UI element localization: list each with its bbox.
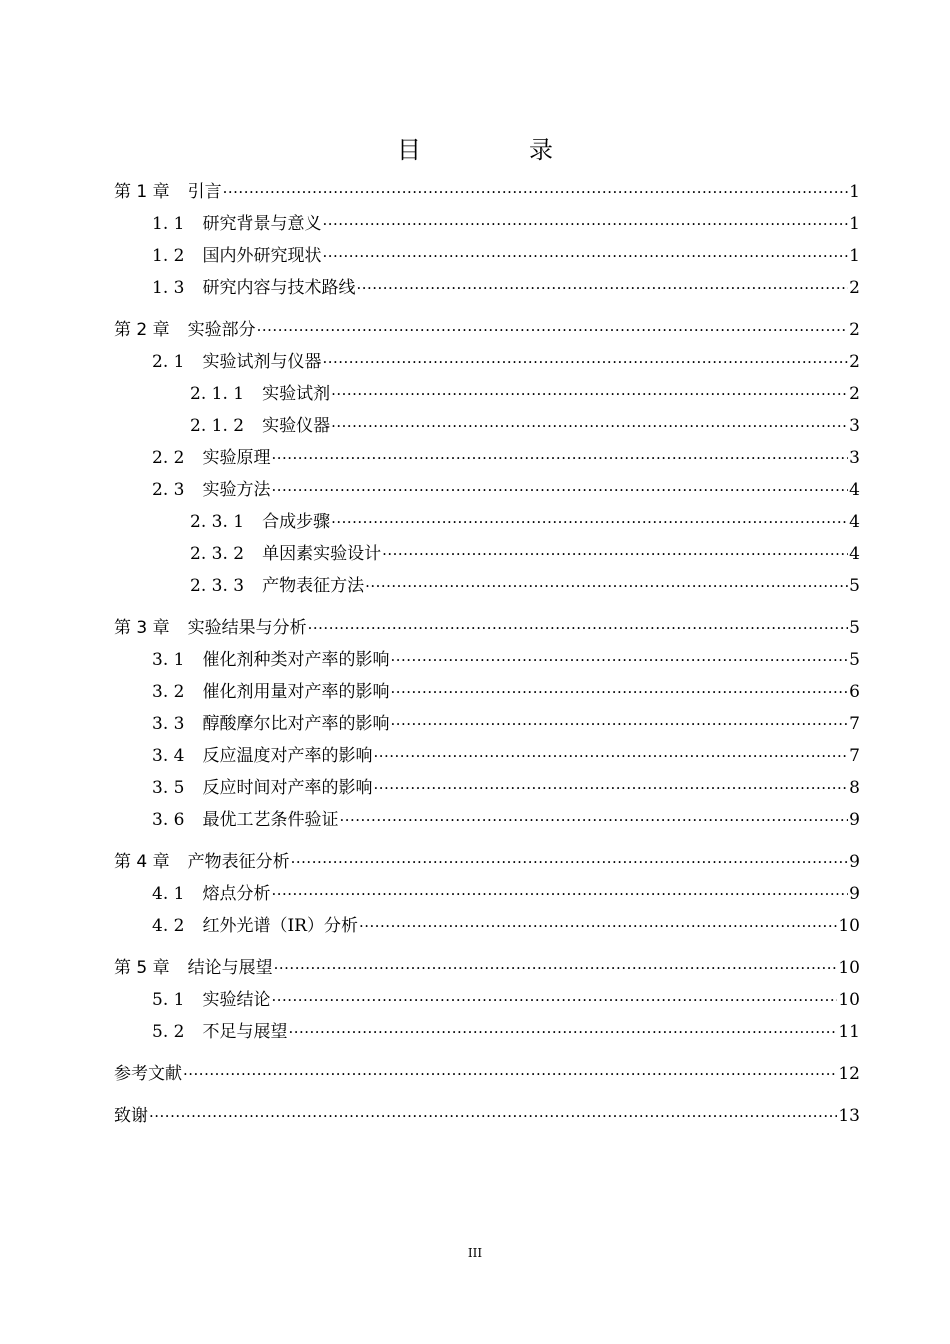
toc-entry-label: 结论与展望 (187, 958, 273, 978)
toc-entry[interactable] (114, 240, 860, 272)
toc-entry-number: 4. 2 (152, 916, 185, 936)
toc-entry-number: 3. 1 (152, 650, 185, 670)
toc-entry-number: 1. 1 (152, 214, 185, 234)
toc-entry-page: 12 (838, 1064, 860, 1084)
toc-leader-dots (331, 410, 848, 442)
toc-leader-dots (373, 740, 848, 772)
toc-entry-number: 2. 1. 2 (190, 416, 245, 436)
toc-leader-dots (365, 570, 848, 602)
toc-entry-page: 2 (849, 384, 860, 404)
toc-entry-page: 4 (849, 480, 860, 500)
toc-entry-number: 第 1 章 (114, 182, 170, 202)
toc-entry-number: 第 4 章 (114, 852, 170, 872)
toc-entry-number: 3. 2 (152, 682, 185, 702)
toc-leader-dots (223, 176, 849, 208)
toc-title: 目 录 (397, 136, 595, 164)
toc-leader-dots (331, 378, 848, 410)
toc-leader-dots (390, 676, 848, 708)
toc-entry-page: 2 (849, 320, 860, 340)
toc-entry[interactable] (114, 208, 860, 240)
toc-entry-number: 5. 1 (152, 990, 185, 1010)
toc-entry[interactable] (114, 474, 860, 506)
toc-entry-page: 3 (849, 416, 860, 436)
toc-entry-page: 4 (849, 544, 860, 564)
toc-entry-number: 3. 6 (152, 810, 185, 830)
toc-entry[interactable] (114, 1100, 860, 1132)
toc-leader-dots (356, 272, 848, 304)
toc-entry-label: 熔点分析 (202, 884, 271, 904)
toc-entry[interactable] (114, 676, 860, 708)
toc-entry-label: 实验方法 (202, 480, 271, 500)
toc-entry-label: 参考文献 (114, 1064, 182, 1084)
toc-entry-page: 2 (849, 352, 860, 372)
toc-entry-number: 2. 3. 3 (190, 576, 245, 596)
toc-entry-label: 实验结果与分析 (187, 618, 307, 638)
toc-entry[interactable] (114, 410, 860, 442)
toc-leader-dots (359, 910, 837, 942)
toc-entry-label: 引言 (187, 182, 222, 202)
toc-leader-dots (322, 208, 848, 240)
toc-entry-label: 不足与展望 (202, 1022, 288, 1042)
toc-entry-number: 第 2 章 (114, 320, 170, 340)
toc-leader-dots (271, 984, 837, 1016)
toc-entry-label: 单因素实验设计 (262, 544, 382, 564)
toc-entry[interactable] (114, 314, 860, 346)
toc-leader-dots (271, 878, 848, 910)
toc-entry-label: 研究内容与技术路线 (202, 278, 356, 298)
toc-entry-page: 10 (838, 958, 860, 978)
toc-entry-number: 3. 4 (152, 746, 185, 766)
toc-entry-label: 实验原理 (202, 448, 271, 468)
toc-entry-label: 反应时间对产率的影响 (202, 778, 373, 798)
toc-entry-number: 2. 1 (152, 352, 185, 372)
toc-leader-dots (390, 644, 848, 676)
toc-entry-number: 2. 3 (152, 480, 185, 500)
table-of-contents (114, 176, 860, 1132)
toc-leader-dots (271, 474, 848, 506)
toc-entry-number: 4. 1 (152, 884, 185, 904)
toc-entry-page: 1 (849, 214, 860, 234)
toc-entry[interactable] (114, 740, 860, 772)
toc-entry[interactable] (114, 378, 860, 410)
toc-entry-page: 5 (849, 576, 860, 596)
toc-entry-page: 3 (849, 448, 860, 468)
toc-entry[interactable] (114, 878, 860, 910)
toc-entry-label: 实验仪器 (262, 416, 331, 436)
toc-entry[interactable] (114, 952, 860, 984)
toc-entry-label: 实验部分 (187, 320, 256, 340)
toc-entry-label: 实验试剂与仪器 (202, 352, 322, 372)
toc-entry[interactable] (114, 644, 860, 676)
toc-entry-number: 2. 2 (152, 448, 185, 468)
toc-entry[interactable] (114, 272, 860, 304)
toc-leader-dots (390, 708, 848, 740)
toc-entry-page: 9 (849, 852, 860, 872)
toc-entry-number: 2. 3. 1 (190, 512, 245, 532)
toc-entry-page: 2 (849, 278, 860, 298)
toc-entry-page: 7 (849, 714, 860, 734)
toc-entry[interactable] (114, 570, 860, 602)
toc-leader-dots (291, 846, 849, 878)
toc-entry-page: 5 (849, 618, 860, 638)
toc-entry-label: 醇酸摩尔比对产率的影响 (202, 714, 390, 734)
toc-entry-number: 2. 1. 1 (190, 384, 245, 404)
toc-leader-dots (288, 1016, 837, 1048)
toc-entry-page: 7 (849, 746, 860, 766)
toc-entry-page: 5 (849, 650, 860, 670)
toc-leader-dots (382, 538, 848, 570)
toc-entry[interactable] (114, 538, 860, 570)
toc-entry[interactable] (114, 910, 860, 942)
toc-entry[interactable] (114, 346, 860, 378)
toc-entry-label: 反应温度对产率的影响 (202, 746, 373, 766)
toc-entry-page: 9 (849, 884, 860, 904)
toc-entry-page: 10 (838, 990, 860, 1010)
toc-leader-dots (271, 442, 848, 474)
toc-entry-label: 催化剂种类对产率的影响 (202, 650, 390, 670)
toc-entry[interactable] (114, 176, 860, 208)
toc-entry[interactable] (114, 442, 860, 474)
toc-entry-label: 催化剂用量对产率的影响 (202, 682, 390, 702)
toc-leader-dots (308, 612, 849, 644)
toc-leader-dots (339, 804, 848, 836)
toc-leader-dots (274, 952, 838, 984)
toc-entry-page: 11 (838, 1022, 860, 1042)
toc-entry-number: 5. 2 (152, 1022, 185, 1042)
toc-entry-page: 10 (838, 916, 860, 936)
toc-entry-page: 1 (849, 246, 860, 266)
toc-entry-label: 实验试剂 (262, 384, 331, 404)
toc-leader-dots (373, 772, 848, 804)
toc-leader-dots (149, 1100, 837, 1132)
toc-entry-number: 第 5 章 (114, 958, 170, 978)
toc-entry[interactable] (114, 772, 860, 804)
toc-entry[interactable] (114, 984, 860, 1016)
toc-entry-number: 第 3 章 (114, 618, 170, 638)
toc-leader-dots (257, 314, 849, 346)
toc-entry-label: 红外光谱（IR）分析 (202, 916, 358, 936)
toc-entry-number: 1. 2 (152, 246, 185, 266)
toc-entry[interactable] (114, 804, 860, 836)
toc-entry[interactable] (114, 1058, 860, 1090)
toc-entry-page: 13 (838, 1106, 860, 1126)
toc-entry-label: 最优工艺条件验证 (202, 810, 339, 830)
toc-entry-page: 4 (849, 512, 860, 532)
toc-entry-label: 致谢 (114, 1106, 148, 1126)
toc-entry-label: 产物表征方法 (262, 576, 365, 596)
toc-entry-page: 1 (849, 182, 860, 202)
toc-entry-page: 9 (849, 810, 860, 830)
toc-leader-dots (331, 506, 848, 538)
toc-entry-number: 3. 3 (152, 714, 185, 734)
toc-entry-number: 3. 5 (152, 778, 185, 798)
toc-entry[interactable] (114, 708, 860, 740)
toc-entry-label: 产物表征分析 (187, 852, 290, 872)
toc-entry-page: 8 (849, 778, 860, 798)
toc-entry[interactable] (114, 612, 860, 644)
toc-entry-label: 合成步骤 (262, 512, 331, 532)
toc-entry[interactable] (114, 846, 860, 878)
toc-leader-dots (183, 1058, 837, 1090)
toc-leader-dots (322, 240, 848, 272)
toc-entry[interactable] (114, 506, 860, 538)
toc-entry-label: 实验结论 (202, 990, 271, 1010)
toc-leader-dots (322, 346, 848, 378)
toc-entry-number: 1. 3 (152, 278, 185, 298)
toc-entry-label: 研究背景与意义 (202, 214, 322, 234)
page-number: III (467, 1246, 483, 1260)
toc-entry[interactable] (114, 1016, 860, 1048)
toc-entry-page: 6 (849, 682, 860, 702)
toc-entry-label: 国内外研究现状 (202, 246, 322, 266)
toc-entry-number: 2. 3. 2 (190, 544, 245, 564)
